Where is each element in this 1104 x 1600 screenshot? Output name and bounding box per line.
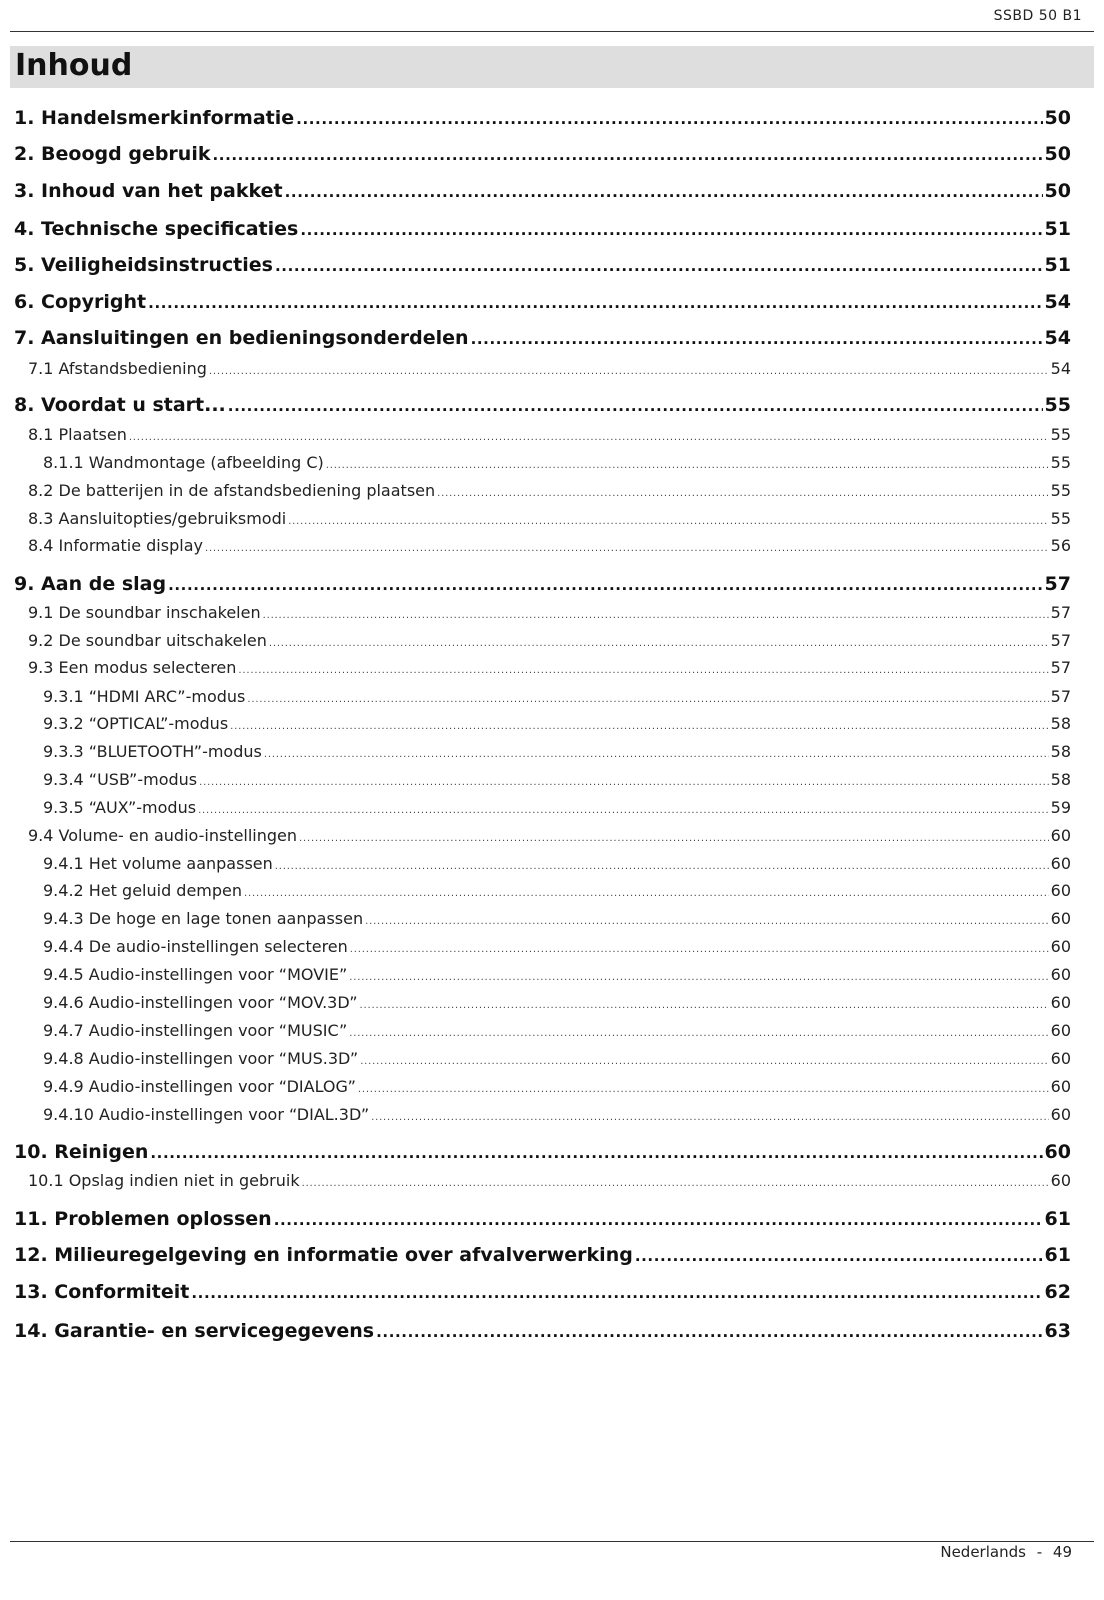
toc-entry-label: 9.4.6 Audio-instellingen voor “MOV.3D” <box>43 993 358 1012</box>
toc-entry-label: 9.4.5 Audio-instellingen voor “MOVIE” <box>43 965 348 984</box>
toc-entry[interactable] <box>14 1208 1071 1230</box>
toc-entry-page: 60 <box>1050 854 1071 873</box>
toc-entry-page: 50 <box>1044 180 1071 202</box>
toc-dot-leader <box>228 394 1043 416</box>
toc-dot-leader <box>371 1105 1049 1124</box>
toc-entry-label: 9.4.1 Het volume aanpassen <box>43 854 273 873</box>
toc-dot-leader <box>299 826 1049 845</box>
toc-dot-leader <box>168 573 1042 595</box>
toc-dot-leader <box>209 359 1049 378</box>
toc-entry[interactable] <box>14 742 1071 761</box>
toc-entry-page: 57 <box>1050 631 1071 650</box>
toc-entry-page: 60 <box>1050 937 1071 956</box>
page-footer <box>940 1543 1072 1561</box>
toc-entry-label: 9.4 Volume- en audio-instellingen <box>28 826 298 845</box>
toc-dot-leader <box>349 1021 1048 1040</box>
toc-dot-leader <box>437 481 1049 500</box>
toc-entry-label: 9.3 Een modus selecteren <box>28 658 237 677</box>
toc-entry-page: 54 <box>1044 291 1071 313</box>
toc-dot-leader <box>326 453 1049 472</box>
toc-entry-label: 3. Inhoud van het pakket <box>14 180 283 202</box>
toc-entry-page: 61 <box>1044 1244 1071 1266</box>
toc-entry-page: 60 <box>1050 1049 1071 1068</box>
toc-entry-page: 56 <box>1050 536 1071 555</box>
toc-entry-label: 4. Technische specificaties <box>14 218 299 240</box>
toc-entry[interactable] <box>14 1244 1071 1266</box>
toc-dot-leader <box>275 254 1043 276</box>
toc-entry-page: 60 <box>1050 909 1071 928</box>
toc-entry[interactable] <box>14 798 1071 817</box>
toc-entry-page: 57 <box>1050 658 1071 677</box>
toc-entry-page: 63 <box>1044 1320 1071 1342</box>
toc-entry-label: 7.1 Afstandsbediening <box>28 359 207 378</box>
toc-entry-label: 6. Copyright <box>14 291 147 313</box>
model-number: SSBD 50 B1 <box>993 8 1082 24</box>
toc-dot-leader <box>350 937 1049 956</box>
toc-entry[interactable] <box>14 937 1071 956</box>
toc-dot-leader <box>247 687 1048 706</box>
toc-entry[interactable] <box>14 631 1071 650</box>
toc-dot-leader <box>238 658 1048 677</box>
toc-dot-leader <box>358 1077 1049 1096</box>
toc-entry[interactable] <box>14 1281 1071 1303</box>
toc-entry-label: 8.2 De batterijen in de afstandsbediening plaatsen <box>28 481 436 500</box>
footer-language: Nederlands <box>940 1543 1026 1561</box>
toc-entry-page: 51 <box>1044 254 1071 276</box>
toc-dot-leader <box>148 291 1042 313</box>
toc-dot-leader <box>635 1244 1043 1266</box>
toc-entry-page: 51 <box>1044 218 1071 240</box>
toc-dot-leader <box>150 1141 1042 1163</box>
toc-entry-page: 62 <box>1044 1281 1071 1303</box>
header-rule <box>10 31 1094 32</box>
toc-entry[interactable] <box>14 394 1071 416</box>
toc-dot-leader <box>360 993 1049 1012</box>
toc-entry[interactable] <box>14 573 1071 595</box>
toc-entry-label: 7. Aansluitingen en bedieningsonderdelen <box>14 327 469 349</box>
toc-dot-leader <box>199 770 1049 789</box>
toc-entry[interactable] <box>14 1141 1071 1163</box>
toc-entry-label: 9.2 De soundbar uitschakelen <box>28 631 267 650</box>
toc-entry-page: 60 <box>1050 1021 1071 1040</box>
toc-dot-leader <box>300 218 1042 240</box>
toc-entry-page: 59 <box>1050 798 1071 817</box>
toc-entry-label: 8.4 Informatie display <box>28 536 203 555</box>
toc-entry[interactable] <box>14 359 1071 378</box>
toc-entry-label: 9.3.4 “USB”-modus <box>43 770 198 789</box>
toc-entry-label: 9.3.2 “OPTICAL”-modus <box>43 714 229 733</box>
toc-dot-leader <box>288 509 1048 528</box>
toc-entry-page: 55 <box>1050 425 1071 444</box>
toc-entry[interactable] <box>14 509 1071 528</box>
footer-page-number: 49 <box>1052 1543 1072 1561</box>
toc-dot-leader <box>269 631 1049 650</box>
toc-entry-label: 8.1 Plaatsen <box>28 425 127 444</box>
toc-entry[interactable] <box>14 826 1071 845</box>
toc-entry[interactable] <box>14 218 1071 240</box>
toc-dot-leader <box>191 1281 1042 1303</box>
toc-entry-page: 57 <box>1050 687 1071 706</box>
toc-entry-label: 9.4.10 Audio-instellingen voor “DIAL.3D” <box>43 1105 370 1124</box>
toc-dot-leader <box>263 603 1049 622</box>
toc-entry-label: 9.4.3 De hoge en lage tonen aanpassen <box>43 909 364 928</box>
toc-dot-leader <box>205 536 1049 555</box>
toc-entry-label: 9.4.8 Audio-instellingen voor “MUS.3D” <box>43 1049 359 1068</box>
toc-entry-label: 10. Reinigen <box>14 1141 149 1163</box>
toc-entry[interactable] <box>14 536 1071 555</box>
toc-entry-label: 11. Problemen oplossen <box>14 1208 272 1230</box>
toc-entry[interactable] <box>14 254 1071 276</box>
toc-entry-page: 58 <box>1050 742 1071 761</box>
toc-entry-page: 60 <box>1050 993 1071 1012</box>
toc-entry-page: 58 <box>1050 714 1071 733</box>
toc-dot-leader <box>198 798 1049 817</box>
toc-dot-leader <box>302 1171 1049 1190</box>
toc-entry-label: 8.1.1 Wandmontage (afbeelding C) <box>43 453 324 472</box>
toc-entry-page: 55 <box>1050 509 1071 528</box>
toc-entry-page: 61 <box>1044 1208 1071 1230</box>
toc-entry[interactable] <box>14 1021 1071 1040</box>
toc-entry[interactable] <box>14 291 1071 313</box>
toc-entry-page: 60 <box>1050 1077 1071 1096</box>
toc-entry-page: 60 <box>1050 965 1071 984</box>
toc-entry-page: 60 <box>1050 1171 1071 1190</box>
toc-dot-leader <box>349 965 1048 984</box>
toc-entry-label: 14. Garantie- en servicegegevens <box>14 1320 375 1342</box>
page-title: Inhoud <box>15 48 133 83</box>
toc-entry-page: 58 <box>1050 770 1071 789</box>
toc-entry-page: 50 <box>1044 143 1071 165</box>
toc-entry-label: 9.3.3 “BLUETOOTH”-modus <box>43 742 262 761</box>
toc-entry[interactable] <box>14 714 1071 733</box>
toc-dot-leader <box>264 742 1049 761</box>
toc-entry-page: 57 <box>1050 603 1071 622</box>
toc-entry[interactable] <box>14 327 1071 349</box>
toc-entry-label: 8.3 Aansluitopties/gebruiksmodi <box>28 509 287 528</box>
title-bar <box>10 46 1094 88</box>
toc-dot-leader <box>376 1320 1042 1342</box>
toc-entry-label: 1. Handelsmerkinformatie <box>14 107 295 129</box>
toc-entry-page: 60 <box>1050 881 1071 900</box>
toc-dot-leader <box>471 327 1043 349</box>
toc-dot-leader <box>274 1208 1043 1230</box>
toc-entry-page: 54 <box>1044 327 1071 349</box>
toc-dot-leader <box>275 854 1049 873</box>
toc-dot-leader <box>296 107 1042 129</box>
toc-entry-page: 55 <box>1050 453 1071 472</box>
toc-entry[interactable] <box>14 1077 1071 1096</box>
toc-entry[interactable] <box>14 1320 1071 1342</box>
toc-entry-page: 60 <box>1044 1141 1071 1163</box>
toc-entry-label: 2. Beoogd gebruik <box>14 143 211 165</box>
toc-entry-page: 55 <box>1044 394 1071 416</box>
toc-entry[interactable] <box>14 687 1071 706</box>
toc-dot-leader <box>244 881 1049 900</box>
toc-entry[interactable] <box>14 180 1071 202</box>
toc-entry-label: 9.4.9 Audio-instellingen voor “DIALOG” <box>43 1077 356 1096</box>
toc-entry[interactable] <box>14 770 1071 789</box>
toc-entry-label: 9.3.5 “AUX”-modus <box>43 798 197 817</box>
toc-entry[interactable] <box>14 1171 1071 1190</box>
toc-entry-label: 9.4.7 Audio-instellingen voor “MUSIC” <box>43 1021 348 1040</box>
toc-entry-page: 54 <box>1050 359 1071 378</box>
toc-entry-page: 60 <box>1050 1105 1071 1124</box>
toc-dot-leader <box>129 425 1049 444</box>
toc-entry-page: 55 <box>1050 481 1071 500</box>
toc-entry-label: 9.4.4 De audio-instellingen selecteren <box>43 937 348 956</box>
toc-dot-leader <box>360 1049 1048 1068</box>
toc-entry[interactable] <box>14 425 1071 444</box>
toc-dot-leader <box>285 180 1043 202</box>
toc-entry[interactable] <box>14 965 1071 984</box>
toc-entry-label: 9.1 De soundbar inschakelen <box>28 603 261 622</box>
toc-entry[interactable] <box>14 603 1071 622</box>
toc-dot-leader <box>230 714 1048 733</box>
toc-entry-page: 60 <box>1050 826 1071 845</box>
toc-entry-label: 9.4.2 Het geluid dempen <box>43 881 243 900</box>
toc-dot-leader <box>212 143 1042 165</box>
toc-entry-label: 8. Voordat u start... <box>14 394 226 416</box>
toc-entry[interactable] <box>14 854 1071 873</box>
toc-entry-page: 57 <box>1044 573 1071 595</box>
toc-entry[interactable] <box>14 453 1071 472</box>
toc-entry[interactable] <box>14 658 1071 677</box>
toc-entry[interactable] <box>14 881 1071 900</box>
toc-entry-page: 50 <box>1044 107 1071 129</box>
toc-entry[interactable] <box>14 143 1071 165</box>
toc-entry-label: 5. Veiligheidsinstructies <box>14 254 273 276</box>
toc-entry-label: 9. Aan de slag <box>14 573 167 595</box>
toc-entry-label: 10.1 Opslag indien niet in gebruik <box>28 1171 300 1190</box>
toc-entry[interactable] <box>14 993 1071 1012</box>
toc-entry-label: 13. Conformiteit <box>14 1281 190 1303</box>
toc-dot-leader <box>365 909 1049 928</box>
toc-entry[interactable] <box>14 481 1071 500</box>
toc-entry[interactable] <box>14 909 1071 928</box>
footer-rule <box>10 1541 1094 1542</box>
footer-separator: - <box>1036 1543 1043 1561</box>
toc-entry[interactable] <box>14 1049 1071 1068</box>
toc-entry-label: 12. Milieuregelgeving en informatie over afvalverwerking <box>14 1244 633 1266</box>
toc-entry[interactable] <box>14 107 1071 129</box>
toc-entry-label: 9.3.1 “HDMI ARC”-modus <box>43 687 246 706</box>
toc-entry[interactable] <box>14 1105 1071 1124</box>
